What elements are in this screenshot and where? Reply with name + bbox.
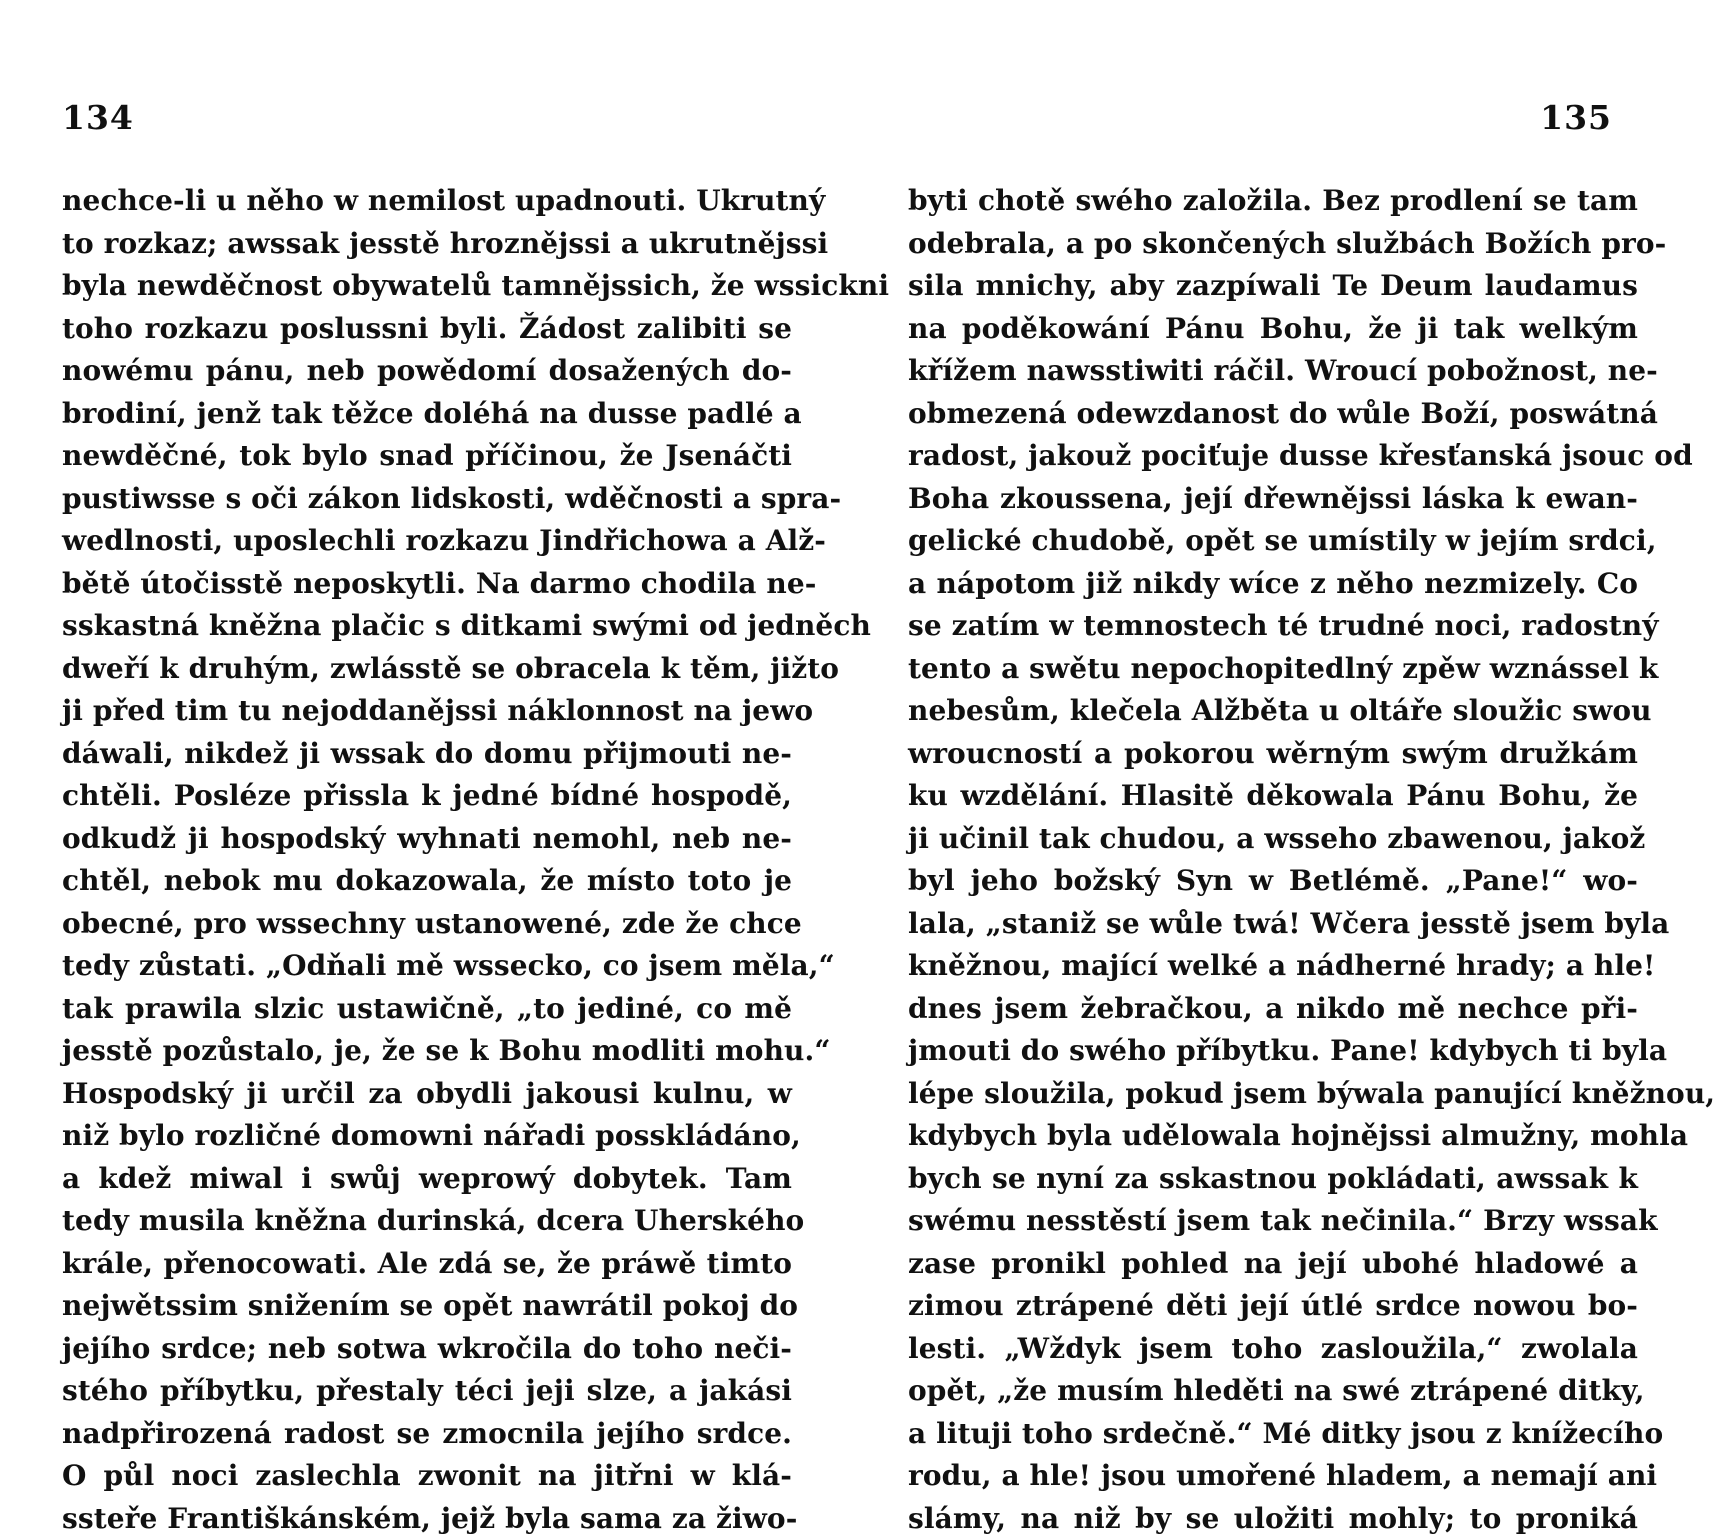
text-line: bych se nyní za sskastnou pokládati, awssak k	[908, 1158, 1638, 1201]
body-text	[62, 180, 792, 1540]
text-line: toho rozkazu poslussni byli. Žádost zalibiti se	[62, 308, 792, 351]
text-line: brodiní, jenž tak těžce doléhá na dusse padlé a	[62, 393, 792, 436]
text-line: odebrala, a po skončených službách Božích pro-	[908, 223, 1638, 266]
text-line: Boha zkoussena, její dřewnějssi láska k ewan-	[908, 478, 1638, 521]
text-line: tak prawila slzic ustawičně, „to jediné, co mě	[62, 988, 792, 1031]
text-line: byla newděčnost obywatelů tamnějssich, že wssickni	[62, 265, 792, 308]
text-line: a kdež miwal i swůj weprowý dobytek. Tam	[62, 1158, 792, 1201]
body-text	[908, 180, 1638, 1540]
text-line: dweří k druhým, zwlásstě se obracela k těm, jižto	[62, 648, 792, 691]
text-line: chtěl, nebok mu dokazowala, že místo toto je	[62, 860, 792, 903]
text-line: krále, přenocowati. Ale zdá se, že práwě timto	[62, 1243, 792, 1286]
text-line: ku wzdělání. Hlasitě děkowala Pánu Bohu, že	[908, 775, 1638, 818]
text-line: odkudž ji hospodský wyhnati nemohl, neb ne-	[62, 818, 792, 861]
text-line: wedlnosti, uposlechli rozkazu Jindřichowa a Alž-	[62, 520, 792, 563]
text-line: Hospodský ji určil za obydli jakousi kulnu, w	[62, 1073, 792, 1116]
text-line: tedy zůstati. „Odňali mě wssecko, co jsem měla,“	[62, 945, 792, 988]
text-line: na poděkowání Pánu Bohu, že ji tak welkým	[908, 308, 1638, 351]
text-line: sila mnichy, aby zazpíwali Te Deum laudamus	[908, 265, 1638, 308]
text-line: a nápotom již nikdy wíce z něho nezmizely. Co	[908, 563, 1638, 606]
text-line: lala, „staniž se wůle twá! Wčera jesstě jsem byla	[908, 903, 1638, 946]
text-line: obmezená odewzdanost do wůle Boží, poswátná	[908, 393, 1638, 436]
text-line: gelické chudobě, opět se umístily w jejím srdci,	[908, 520, 1638, 563]
text-line: bětě útočisstě neposkytli. Na darmo chodila ne-	[62, 563, 792, 606]
text-line: lesti. „Wždyk jsem toho zasloužila,“ zwolala	[908, 1328, 1638, 1371]
text-line: niž bylo rozličné domowni nářadi posskládáno,	[62, 1115, 792, 1158]
text-line: nebesům, klečela Alžběta u oltáře sloužic swou	[908, 690, 1638, 733]
text-line: swému nesstěstí jsem tak nečinila.“ Brzy wssak	[908, 1200, 1638, 1243]
text-line: jesstě pozůstalo, je, že se k Bohu modliti mohu.“	[62, 1030, 792, 1073]
text-line: tedy musila kněžna durinská, dcera Uherského	[62, 1200, 792, 1243]
page-number: 135	[1540, 98, 1612, 137]
text-line: zase pronikl pohled na její ubohé hladowé a	[908, 1243, 1638, 1286]
text-line: stého příbytku, přestaly téci jeji slze, a jakási	[62, 1370, 792, 1413]
text-line: dnes jsem žebračkou, a nikdo mě nechce při-	[908, 988, 1638, 1031]
text-line: rodu, a hle! jsou umořené hladem, a nemají ani	[908, 1455, 1638, 1498]
text-line: pustiwsse s oči zákon lidskosti, wděčnosti a spra-	[62, 478, 792, 521]
text-line: nechce-li u něho w nemilost upadnouti. Ukrutný	[62, 180, 792, 223]
text-line: radost, jakouž pociťuje dusse křesťanská jsouc od	[908, 435, 1638, 478]
text-line: ji učinil tak chudou, a wsseho zbawenou, jakož	[908, 818, 1638, 861]
text-line: O půl noci zaslechla zwonit na jitřni w klá-	[62, 1455, 792, 1498]
text-line: opět, „že musím hleděti na swé ztrápené ditky,	[908, 1370, 1638, 1413]
text-line: nadpřirozená radost se zmocnila jejího srdce.	[62, 1413, 792, 1456]
text-line: a lituji toho srdečně.“ Mé ditky jsou z knížecího	[908, 1413, 1638, 1456]
text-line: křížem nawsstiwiti ráčil. Wroucí pobožnost, ne-	[908, 350, 1638, 393]
text-line: lépe sloužila, pokud jsem býwala panující kněžnou,	[908, 1073, 1638, 1116]
text-line: kněžnou, mající welké a nádherné hrady; a hle!	[908, 945, 1638, 988]
text-line: se zatím w temnostech té trudné noci, radostný	[908, 605, 1638, 648]
text-line: byl jeho božský Syn w Betlémě. „Pane!“ wo-	[908, 860, 1638, 903]
text-line: dáwali, nikdež ji wssak do domu přijmouti ne-	[62, 733, 792, 776]
text-line: byti chotě swého založila. Bez prodlení se tam	[908, 180, 1638, 223]
text-line: tento a swětu nepochopitedlný zpěw wznássel k	[908, 648, 1638, 691]
text-line: slámy, na niž by se uložiti mohly; to proniká	[908, 1498, 1638, 1540]
page-number: 134	[62, 98, 134, 137]
text-line: nejwětssim snižením se opět nawrátil pokoj do	[62, 1285, 792, 1328]
left-page	[0, 0, 836, 1500]
text-line: kdybych byla udělowala hojnějssi almužny, mohla	[908, 1115, 1638, 1158]
text-line: jmouti do swého příbytku. Pane! kdybych ti byla	[908, 1030, 1638, 1073]
text-line: sskastná kněžna plačic s ditkami swými od jedněch	[62, 605, 792, 648]
text-line: ji před tim tu nejoddanějssi náklonnost na jewo	[62, 690, 792, 733]
text-line: ssteře Františkánském, jejž byla sama za žiwo-	[62, 1498, 792, 1540]
text-line: to rozkaz; awssak jesstě hroznějssi a ukrutnějssi	[62, 223, 792, 266]
text-line: nowému pánu, neb powědomí dosažených do-	[62, 350, 792, 393]
text-line: newděčné, tok bylo snad příčinou, že Jsenáčti	[62, 435, 792, 478]
text-line: chtěli. Posléze přissla k jedné bídné hospodě,	[62, 775, 792, 818]
text-line: jejího srdce; neb sotwa wkročila do toho neči-	[62, 1328, 792, 1371]
text-line: zimou ztrápené děti její útlé srdce nowou bo-	[908, 1285, 1638, 1328]
right-page	[836, 0, 1672, 1500]
text-line: wroucností a pokorou wěrným swým družkám	[908, 733, 1638, 776]
text-line: obecné, pro wssechny ustanowené, zde že chce	[62, 903, 792, 946]
